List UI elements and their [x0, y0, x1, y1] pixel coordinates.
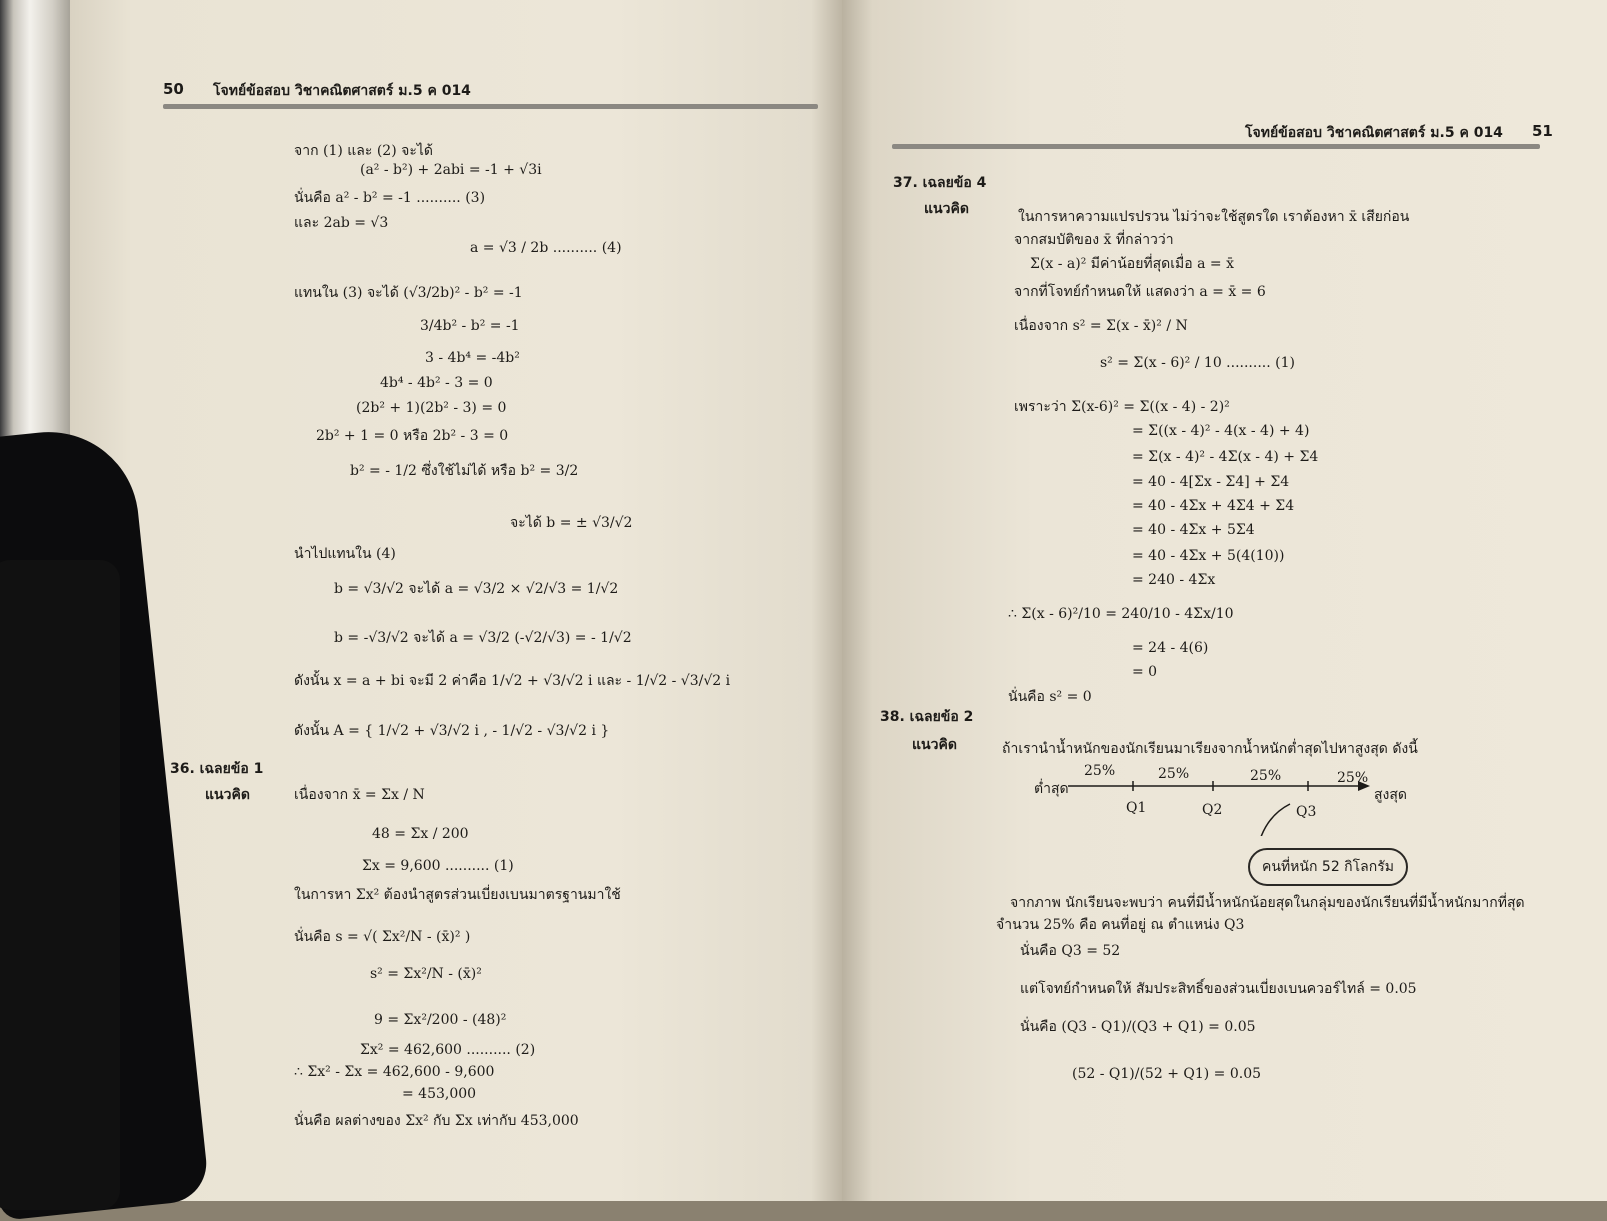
text-line: = 240 - 4Σx [1132, 572, 1216, 588]
text-line: จากที่โจทย์กำหนดให้ แสดงว่า a = x̄ = 6 [1014, 284, 1266, 300]
text-line: 4b⁴ - 4b² - 3 = 0 [380, 375, 493, 391]
segment-label: 25% [1084, 763, 1116, 779]
text-line: เนื่องจาก s² = Σ(x - x̄)² / N [1014, 318, 1188, 334]
left-page-number: 50 [163, 80, 184, 98]
segment-label: 25% [1337, 770, 1369, 786]
text-line: แทนใน (3) จะได้ (√3/2b)² - b² = -1 [294, 285, 523, 301]
diagram-low-label: ต่ำสุด [1034, 781, 1069, 797]
text-line: แต่โจทย์กำหนดให้ สัมประสิทธิ์ของส่วนเบี่ยงเบนควอร์ไทล์ = 0.05 [1020, 981, 1417, 997]
question-36-label: 36. เฉลยข้อ 1 [170, 761, 264, 777]
text-line: นั่นคือ a² - b² = -1 .......... (3) [294, 190, 486, 206]
text-line: 9 = Σx²/200 - (48)² [374, 1012, 507, 1028]
text-line: ∴ Σx² - Σx = 462,600 - 9,600 [294, 1064, 495, 1080]
text-line: = 40 - 4Σx + 5(4(10)) [1132, 548, 1285, 564]
question-37-sub: แนวคิด [924, 201, 969, 217]
text-line: จะได้ b = ± √3/√2 [510, 515, 633, 531]
text-line: (2b² + 1)(2b² - 3) = 0 [356, 400, 507, 416]
text-line: เพราะว่า Σ(x-6)² = Σ((x - 4) - 2)² [1014, 399, 1230, 415]
text-line: Σx² = 462,600 .......... (2) [360, 1042, 536, 1058]
text-line: 2b² + 1 = 0 หรือ 2b² - 3 = 0 [316, 428, 509, 444]
text-line: นั่นคือ ผลต่างของ Σx² กับ Σx เท่ากับ 453,000 [294, 1113, 579, 1129]
text-line: 48 = Σx / 200 [372, 826, 469, 842]
right-header-title: โจทย์ข้อสอบ วิชาคณิตศาสตร์ ม.5 ค 014 [1245, 125, 1503, 141]
text-line: และ 2ab = √3 [294, 215, 389, 231]
text-line: a = √3 / 2b .......... (4) [470, 240, 622, 256]
quartile-label: Q1 [1126, 800, 1147, 816]
text-line: จาก (1) และ (2) จะได้ [294, 143, 433, 159]
text-line: s² = Σ(x - 6)² / 10 .......... (1) [1100, 355, 1295, 371]
text-line: 3 - 4b⁴ = -4b² [425, 350, 520, 366]
text-line: 3/4b² - b² = -1 [420, 318, 520, 334]
text-line: b² = - 1/2 ซึ่งใช้ไม่ได้ หรือ b² = 3/2 [350, 463, 579, 479]
text-line: s² = Σx²/N - (x̄)² [370, 966, 482, 982]
segment-label: 25% [1250, 768, 1282, 784]
text-line: = 453,000 [402, 1086, 477, 1102]
question-36-sub: แนวคิด [205, 787, 250, 803]
segment-label: 25% [1158, 766, 1190, 782]
text-line: ∴ Σ(x - 6)²/10 = 240/10 - 4Σx/10 [1008, 606, 1234, 622]
text-line: = 40 - 4[Σx - Σ4] + Σ4 [1132, 474, 1290, 490]
left-header-title: โจทย์ข้อสอบ วิชาคณิตศาสตร์ ม.5 ค 014 [213, 83, 471, 99]
text-line: = 40 - 4Σx + 5Σ4 [1132, 522, 1255, 538]
text-line: b = √3/√2 จะได้ a = √3/2 × √2/√3 = 1/√2 [334, 581, 619, 597]
text-line: จากภาพ นักเรียนจะพบว่า คนที่มีน้ำหนักน้อยสุดในกลุ่มของนักเรียนที่มีน้ำหนักมากที่สุด [1010, 895, 1525, 911]
text-line: ดังนั้น x = a + bi จะมี 2 ค่าคือ 1/√2 + √3/√2 i และ - 1/√2 - √3/√2 i [294, 673, 731, 689]
text-line: (52 - Q1)/(52 + Q1) = 0.05 [1072, 1066, 1262, 1082]
text-line: นั่นคือ s = √( Σx²/N - (x̄)² ) [294, 929, 471, 945]
question-38-label: 38. เฉลยข้อ 2 [880, 709, 974, 725]
text-line: ในการหาความแปรปรวน ไม่ว่าจะใช้สูตรใด เราต้องหา x̄ เสียก่อน [1018, 209, 1410, 225]
text-line: นำไปแทนใน (4) [294, 546, 396, 562]
text-line: นั่นคือ s² = 0 [1008, 689, 1092, 705]
text-line: จำนวน 25% คือ คนที่อยู่ ณ ตำแหน่ง Q3 [996, 917, 1245, 933]
text-line: Σ(x - a)² มีค่าน้อยที่สุดเมื่อ a = x̄ [1030, 256, 1235, 272]
callout-arrow [1258, 804, 1290, 836]
quartile-label: Q3 [1296, 804, 1317, 820]
text-line: ดังนั้น A = { 1/√2 + √3/√2 i , - 1/√2 - √3/√2 i } [294, 723, 610, 739]
question-38-sub: แนวคิด [912, 737, 957, 753]
quartile-label: Q2 [1202, 802, 1223, 818]
text-line: ในการหา Σx² ต้องนำสูตรส่วนเบี่ยงเบนมาตรฐานมาใช้ [294, 887, 621, 903]
text-line: จากสมบัติของ x̄ ที่กล่าวว่า [1014, 232, 1174, 248]
reader-hand [0, 560, 120, 1210]
text-line: Σx = 9,600 .......... (1) [362, 858, 514, 874]
text-line: นั่นคือ Q3 = 52 [1020, 943, 1121, 959]
text-line: ถ้าเรานำน้ำหนักของนักเรียนมาเรียงจากน้ำหนักต่ำสุดไปหาสูงสุด ดังนี้ [1002, 741, 1418, 757]
text-line: = Σ((x - 4)² - 4(x - 4) + 4) [1132, 423, 1310, 439]
text-line: (a² - b²) + 2abi = -1 + √3i [360, 162, 542, 178]
text-line: นั่นคือ (Q3 - Q1)/(Q3 + Q1) = 0.05 [1020, 1019, 1256, 1035]
text-line: b = -√3/√2 จะได้ a = √3/2 (-√2/√3) = - 1/√2 [334, 630, 632, 646]
callout-bubble: คนที่หนัก 52 กิโลกรัม [1248, 848, 1408, 886]
text-line: = Σ(x - 4)² - 4Σ(x - 4) + Σ4 [1132, 449, 1319, 465]
text-line: = 40 - 4Σx + 4Σ4 + Σ4 [1132, 498, 1295, 514]
right-page-number: 51 [1532, 122, 1553, 140]
question-37-label: 37. เฉลยข้อ 4 [893, 175, 987, 191]
left-header-rule [163, 104, 818, 109]
text-line: เนื่องจาก x̄ = Σx / N [294, 787, 425, 803]
right-header-rule [892, 144, 1540, 149]
text-line: = 0 [1132, 664, 1158, 680]
text-line: = 24 - 4(6) [1132, 640, 1209, 656]
diagram-high-label: สูงสุด [1374, 787, 1408, 803]
